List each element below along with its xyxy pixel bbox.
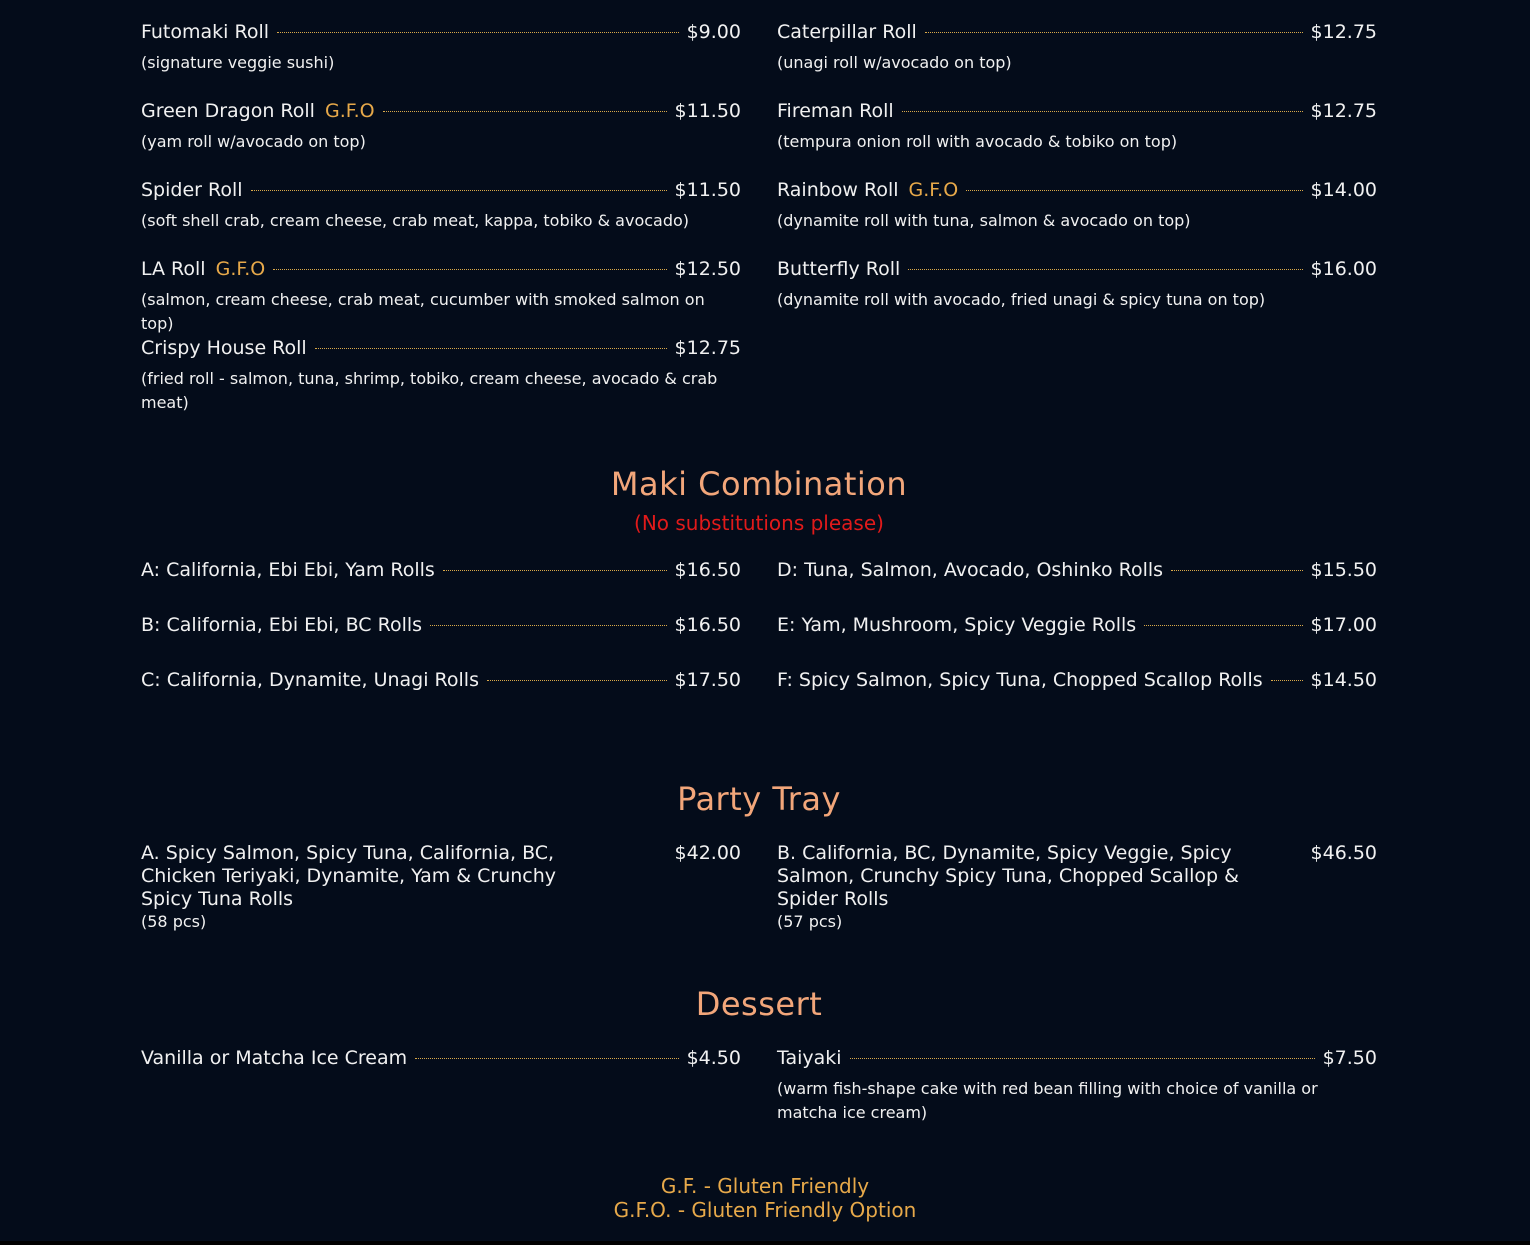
item-name: Taiyaki [777,1047,842,1069]
menu [141,0,1377,1122]
item-name: B. California, BC, Dynamite, Spicy Veggie, Spicy Salmon, Crunchy Spicy Tuna, Chopped Scallop & Spider Rolls [777,842,1239,910]
item-price: $12.75 [1310,100,1377,122]
dotted-leader [925,32,1303,33]
dotted-leader [966,190,1302,191]
dotted-leader [251,190,667,191]
item-description: (dynamite roll with tuna, salmon & avocado on top) [777,211,1191,230]
gfo-legend: G.F.O. - Gluten Friendly Option [613,1198,917,1222]
item-name: Butterfly Roll [777,258,901,280]
gfo-badge: G.F.O [908,179,959,201]
item-name: Crispy House Roll [141,337,307,359]
item-description: (warm fish-shape cake with red bean filling with choice of vanilla or matcha ice cream) [777,1079,1318,1122]
gluten-legend [0,1174,1530,1222]
item-name: C: California, Dynamite, Unagi Rolls [141,669,479,691]
item-price: $17.00 [1310,614,1377,636]
party-tray-grid [141,842,1377,934]
maki-grid [141,559,1377,724]
dotted-leader [908,269,1302,270]
item-name: Rainbow Roll [777,179,899,201]
item-description: (57 pcs) [777,912,843,931]
menu-item [141,1047,741,1125]
gf-legend: G.F. - Gluten Friendly [660,1174,870,1198]
item-price: $12.75 [1310,21,1377,43]
maki-section [141,464,1377,724]
dotted-leader [273,269,666,270]
menu-item [141,158,741,237]
menu-item [777,0,1377,79]
no-substitutions-note: (No substitutions please) [634,511,884,535]
item-price: $12.50 [674,258,741,280]
item-description: (signature veggie sushi) [141,53,335,72]
gfo-badge: G.F.O [324,100,375,122]
dotted-leader [315,348,667,349]
dotted-leader [902,111,1303,112]
item-name: Spider Roll [141,179,243,201]
item-description: (unagi roll w/avocado on top) [777,53,1012,72]
item-price: $12.75 [674,337,741,359]
menu-item [777,1047,1377,1125]
dessert-grid [141,1047,1377,1125]
item-price: $16.00 [1310,258,1377,280]
dotted-leader [383,111,667,112]
dotted-leader [430,625,666,626]
item-price: $9.00 [686,21,741,43]
dotted-leader [277,32,679,33]
dotted-leader [1271,680,1303,681]
item-price: $11.50 [674,179,741,201]
dotted-leader [1171,570,1302,571]
dotted-leader [487,680,667,681]
rolls-grid [141,0,1377,412]
dotted-leader [415,1058,678,1059]
item-name: A. Spicy Salmon, Spicy Tuna, California, BC, Chicken Teriyaki, Dynamite, Yam & Crunchy Spicy Tuna Rolls [141,842,557,910]
menu-item [777,158,1377,237]
section-title: Maki Combination [610,465,908,503]
item-price: $15.50 [1310,559,1377,581]
dotted-leader [1144,625,1302,626]
menu-item [777,559,1377,614]
item-price: $7.50 [1322,1047,1377,1069]
item-price: $4.50 [686,1047,741,1069]
item-name: Fireman Roll [777,100,894,122]
menu-item [777,237,1377,316]
menu-item [777,842,1377,934]
menu-item [777,669,1377,724]
item-description: (fried roll - salmon, tuna, shrimp, tobiko, cream cheese, avocado & crab meat) [141,369,718,412]
item-price: $16.50 [674,559,741,581]
item-name: D: Tuna, Salmon, Avocado, Oshinko Rolls [777,559,1164,581]
party-tray-section [141,779,1377,934]
item-description: (yam roll w/avocado on top) [141,132,366,151]
menu-item [141,559,741,614]
item-price: $16.50 [674,614,741,636]
item-description: (soft shell crab, cream cheese, crab meat, kappa, tobiko & avocado) [141,211,690,230]
menu-item [777,79,1377,158]
gfo-badge: G.F.O [215,258,266,280]
menu-item [777,614,1377,669]
item-price: $17.50 [674,669,741,691]
item-name: E: Yam, Mushroom, Spicy Veggie Rolls [777,614,1137,636]
menu-item [141,237,741,333]
dotted-leader [443,570,667,571]
item-name: F: Spicy Salmon, Spicy Tuna, Chopped Scallop Rolls [777,669,1263,691]
item-name: Futomaki Roll [141,21,270,43]
item-name: Green Dragon Roll [141,100,315,122]
section-title: Party Tray [677,780,841,818]
item-description: (salmon, cream cheese, crab meat, cucumber with smoked salmon on top) [141,290,705,333]
item-price: $14.00 [1310,179,1377,201]
item-price: $11.50 [674,100,741,122]
menu-item [141,0,741,79]
menu-item [141,842,741,934]
section-title: Dessert [695,985,823,1023]
item-name: A: California, Ebi Ebi, Yam Rolls [141,559,435,581]
dessert-section [141,984,1377,1125]
item-price: $42.00 [674,842,741,864]
item-price: $14.50 [1310,669,1377,691]
menu-item [141,669,741,724]
menu-item [141,316,741,412]
dotted-leader [850,1058,1315,1059]
menu-item [141,614,741,669]
item-description: (dynamite roll with avocado, fried unagi & spicy tuna on top) [777,290,1266,309]
item-name: LA Roll [141,258,206,280]
item-description: (tempura onion roll with avocado & tobiko on top) [777,132,1178,151]
item-name: Vanilla or Matcha Ice Cream [141,1047,408,1069]
item-description: (58 pcs) [141,912,207,931]
item-price: $46.50 [1310,842,1377,864]
item-name: B: California, Ebi Ebi, BC Rolls [141,614,423,636]
menu-item [141,79,741,158]
item-name: Caterpillar Roll [777,21,917,43]
bottom-border [0,1241,1530,1245]
